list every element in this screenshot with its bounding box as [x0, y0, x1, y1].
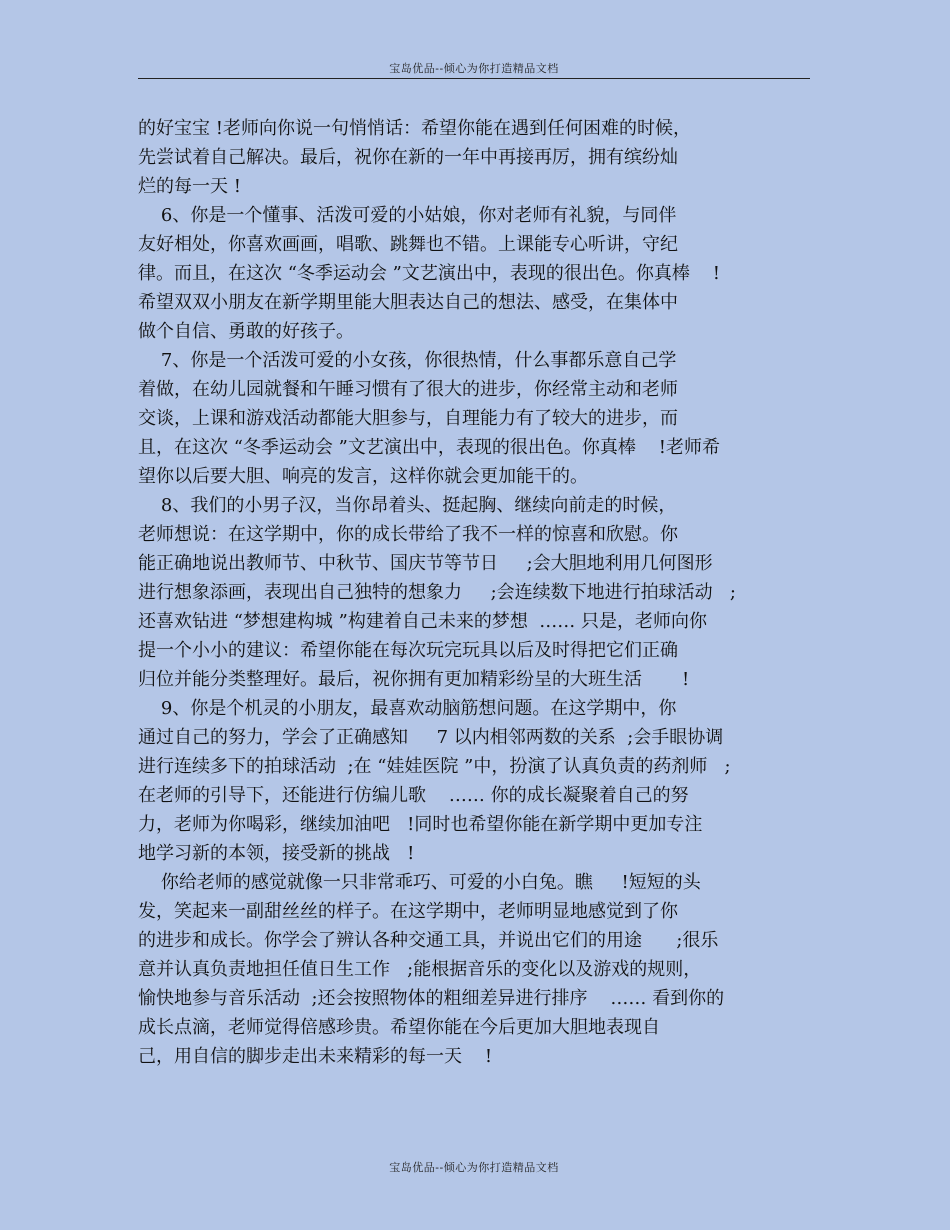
- text-line: 成长点滴，老师觉得倍感珍贵。希望你能在今后更加大胆地表现自: [138, 1017, 660, 1038]
- text-line: 律。而且，在这次 “冬季运动会 ”文艺演出中，表现的很出色。你真棒 !: [138, 263, 720, 284]
- text-line: 提一个小小的建议：希望你能在每次玩完玩具以后及时得把它们正确: [138, 640, 678, 661]
- text-line: 6、你是一个懂事、活泼可爱的小姑娘，你对老师有礼貌，与同伴: [138, 205, 677, 226]
- text-line: 的好宝宝 !老师向你说一句悄悄话：希望你能在遇到任何困难的时候，: [138, 118, 691, 139]
- text-line: 且，在这次 “冬季运动会 ”文艺演出中，表现的很出色。你真棒 !老师希: [138, 437, 720, 458]
- text-line: 烂的每一天 !: [138, 176, 241, 197]
- text-line: 发，笑起来一副甜丝丝的样子。在这学期中，老师明显地感觉到了你: [138, 901, 678, 922]
- text-line: 9、你是个机灵的小朋友，最喜欢动脑筋想问题。在这学期中，你: [138, 698, 677, 719]
- text-line: 希望双双小朋友在新学期里能大胆表达自己的想法、感受，在集体中: [138, 292, 678, 313]
- text-line: 还喜欢钻进 “梦想建构城 ”构建着自己未来的梦想 …… 只是，老师向你: [138, 611, 708, 632]
- text-line: 在老师的引导下，还能进行仿编儿歌 …… 你的成长凝聚着自己的努: [138, 785, 689, 806]
- text-line: 己，用自信的脚步走出未来精彩的每一天 !: [138, 1046, 493, 1067]
- text-line: 的进步和成长。你学会了辨认各种交通工具，并说出它们的用途 ;很乐: [138, 930, 719, 951]
- text-line: 交谈，上课和游戏活动都能大胆参与，自理能力有了较大的进步，而: [138, 408, 678, 429]
- text-line: 7、你是一个活泼可爱的小女孩，你很热情，什么事都乐意自己学: [138, 350, 677, 371]
- text-line: 力，老师为你喝彩，继续加油吧 !同时也希望你能在新学期中更加专注: [138, 814, 703, 835]
- text-line: 8、我们的小男子汉，当你昂着头、挺起胸、继续向前走的时候，: [138, 495, 677, 516]
- text-line: 进行连续多下的拍球活动 ;在 “娃娃医院 ”中，扮演了认真负责的药剂师 ;: [138, 756, 731, 777]
- text-line: 你给老师的感觉就像一只非常乖巧、可爱的小白兔。瞧 !短短的头: [138, 872, 701, 893]
- document-body: [138, 114, 818, 1071]
- text-line: 愉快地参与音乐活动 ;还会按照物体的粗细差异进行排序 …… 看到你的: [138, 988, 725, 1009]
- page-header: 宝岛优品--倾心为你打造精品文档: [389, 62, 559, 75]
- text-line: 做个自信、勇敢的好孩子。: [138, 321, 354, 342]
- page-footer: 宝岛优品--倾心为你打造精品文档: [389, 1161, 559, 1174]
- text-line: 归位并能分类整理好。最后，祝你拥有更加精彩纷呈的大班生活 !: [138, 669, 690, 690]
- text-line: 先尝试着自己解决。最后，祝你在新的一年中再接再厉，拥有缤纷灿: [138, 147, 678, 168]
- text-line: 着做，在幼儿园就餐和午睡习惯有了很大的进步，你经常主动和老师: [138, 379, 678, 400]
- text-line: 地学习新的本领，接受新的挑战 !: [138, 843, 415, 864]
- text-line: 通过自己的努力，学会了正确感知 7 以内相邻两数的关系 ;会手眼协调: [138, 727, 724, 748]
- text-line: 能正确地说出教师节、中秋节、国庆节等节日 ;会大胆地利用几何图形: [138, 553, 713, 574]
- text-line: 望你以后要大胆、响亮的发言，这样你就会更加能干的。: [138, 466, 588, 487]
- header-divider: [138, 78, 810, 79]
- text-line: 意并认真负责地担任值日生工作 ;能根据音乐的变化以及游戏的规则，: [138, 959, 702, 980]
- text-line: 老师想说：在这学期中，你的成长带给了我不一样的惊喜和欣慰。你: [138, 524, 678, 545]
- text-line: 友好相处，你喜欢画画，唱歌、跳舞也不错。上课能专心听讲，守纪: [138, 234, 678, 255]
- text-line: 进行想象添画，表现出自己独特的想象力 ;会连续数下地进行拍球活动 ;: [138, 582, 736, 603]
